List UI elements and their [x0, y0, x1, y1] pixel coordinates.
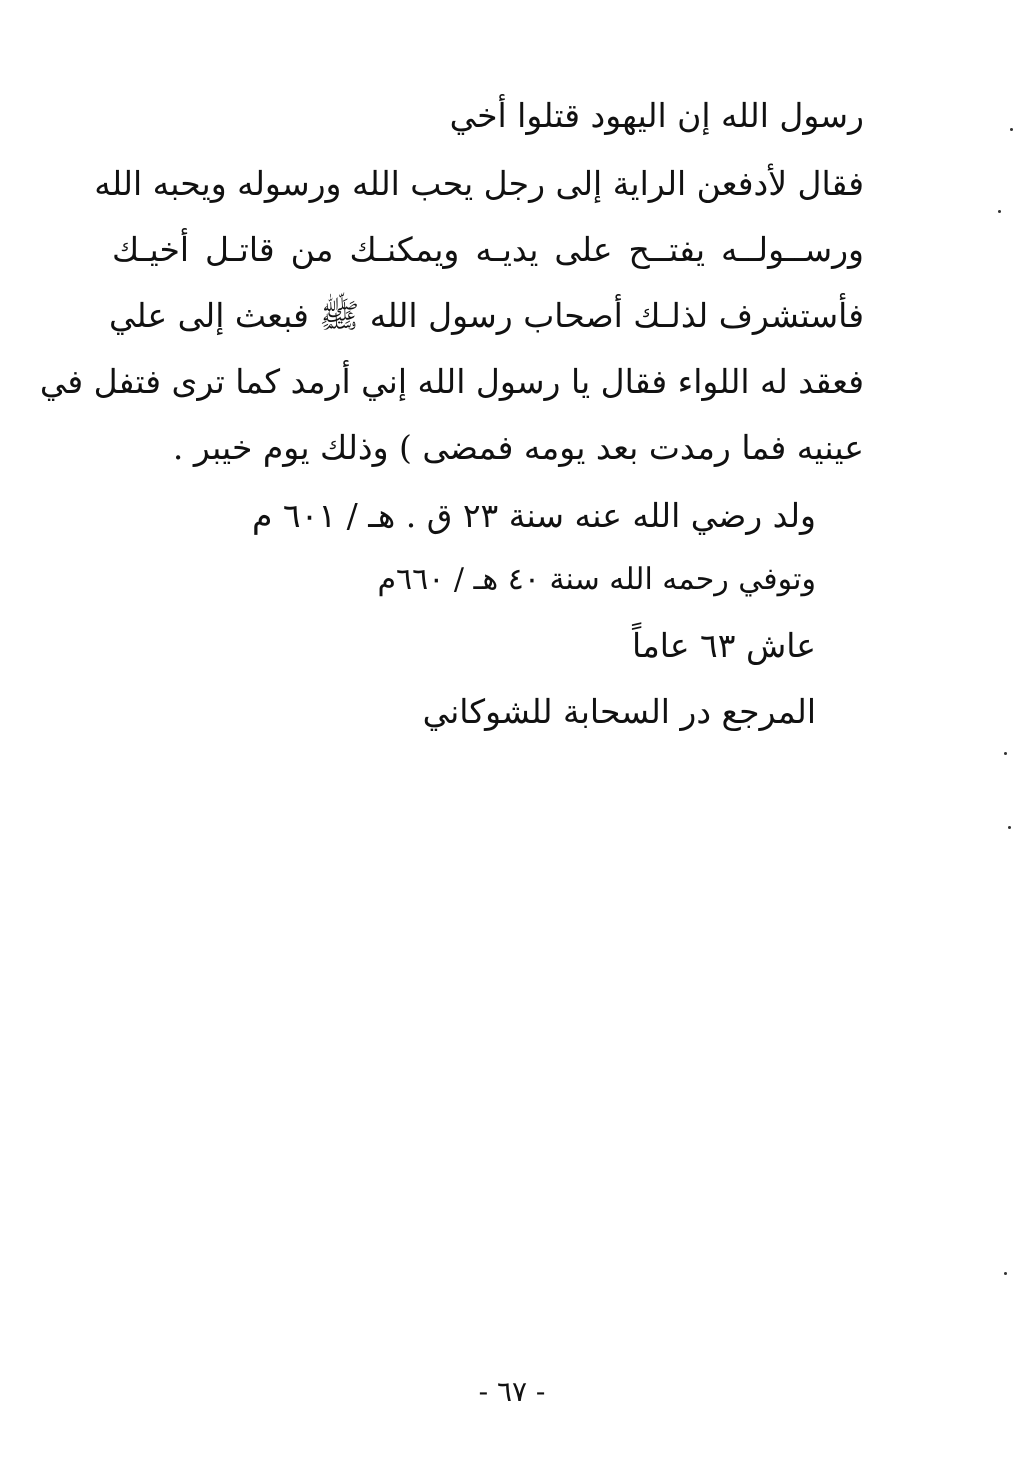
text-line-2: فقال لأدفعن الراية إلى رجل يحب الله ورسوله ويحبه الله	[94, 164, 864, 203]
scan-speck	[1004, 1272, 1007, 1275]
bio-reference: المرجع در السحابة للشوكاني	[422, 692, 816, 731]
text-line-1: رسول الله إن اليهود قتلوا أخي	[449, 96, 864, 135]
scan-speck	[1008, 826, 1011, 829]
page-number: - ٦٧ -	[478, 1375, 546, 1408]
scan-speck	[998, 210, 1001, 213]
text-line-4: فأستشرف لذلـك أصحاب رسول الله ﷺ فبعث إلى علي	[109, 296, 864, 335]
text-line-6: عينيه فما رمدت بعد يومه فمضى ) وذلك يوم خيبر .	[172, 428, 864, 467]
bio-born: ولد رضي الله عنه سنة ٢٣ ق . هـ / ٦٠١ م	[251, 496, 816, 535]
bio-lived: عاش ٦٣ عاماً	[632, 626, 816, 665]
scan-speck	[1010, 128, 1013, 131]
text-line-3: ورســولــه يفتــح على يديـه ويمكنـك من قاتـل أخيـك	[112, 230, 864, 269]
scan-speck	[1004, 752, 1007, 755]
bio-died: وتوفي رحمه الله سنة ٤٠ هـ / ٦٦٠م	[377, 562, 816, 597]
text-line-5: فعقد له اللواء فقال يا رسول الله إني أرمد كما ترى فتفل في	[39, 362, 864, 401]
